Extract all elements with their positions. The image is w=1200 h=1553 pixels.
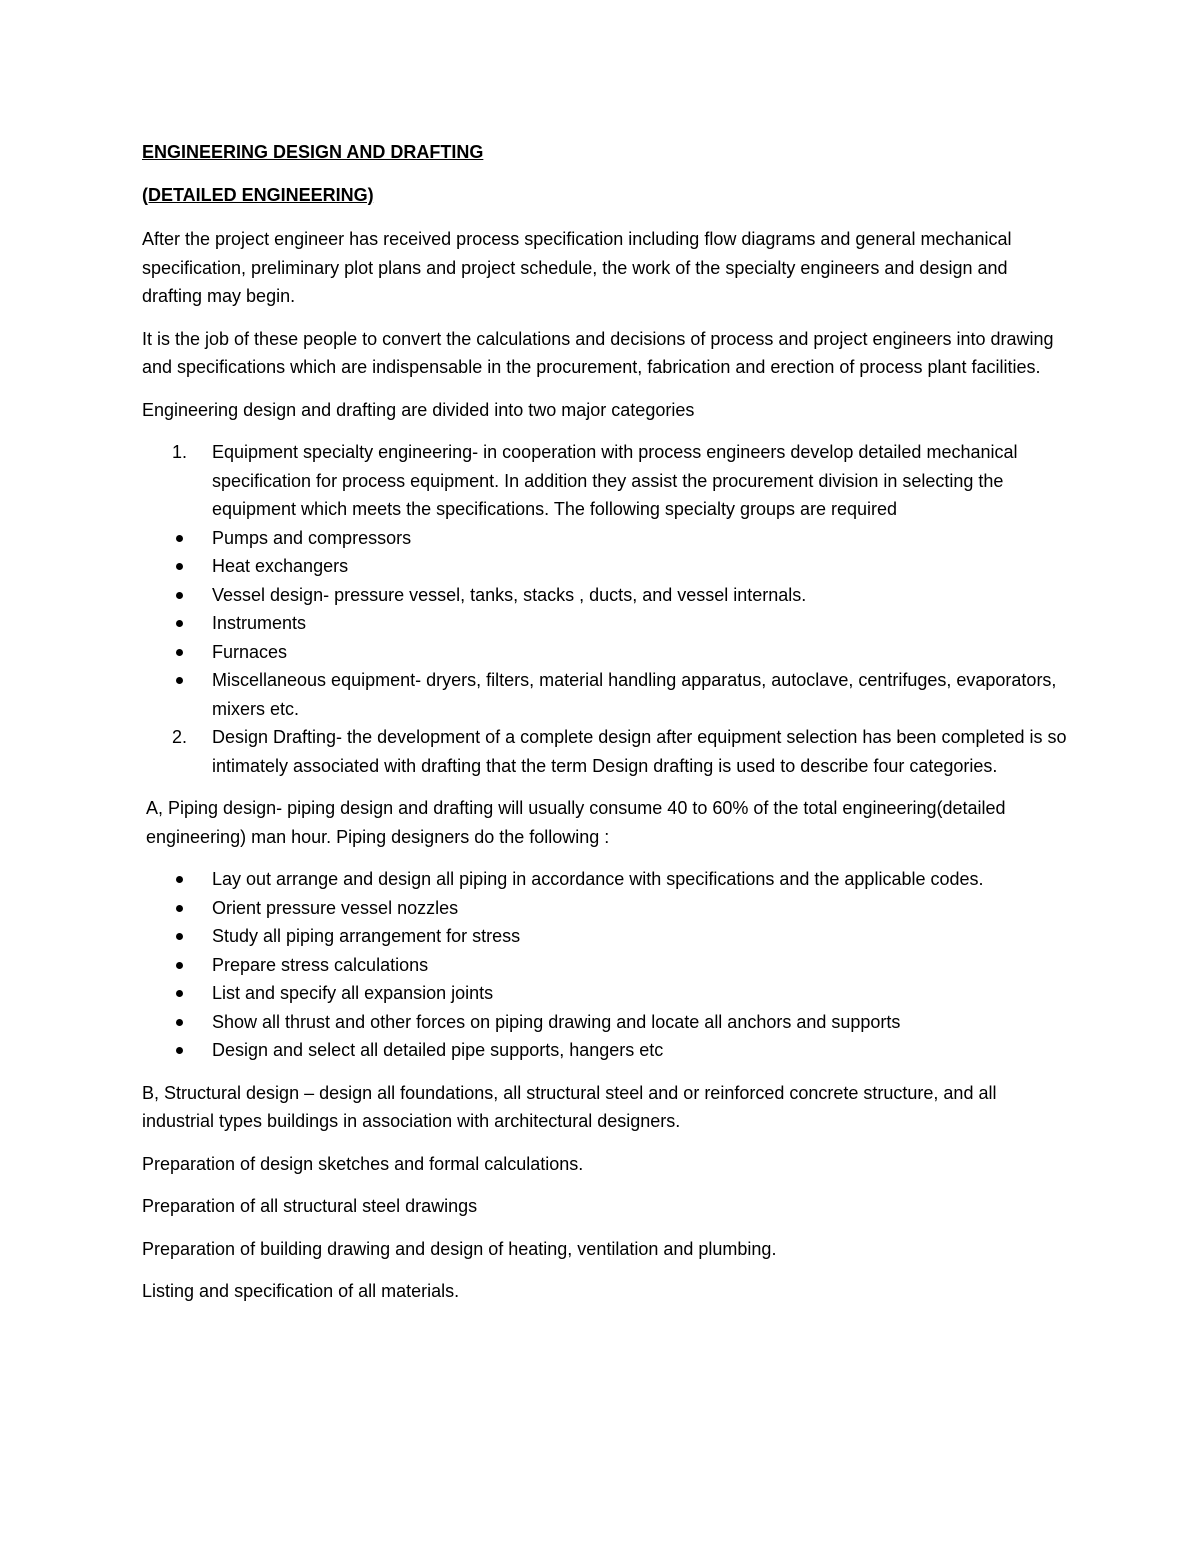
list-item (142, 894, 1067, 923)
list-item-text: Show all thrust and other forces on piping drawing and locate all anchors and supports (212, 1011, 901, 1032)
list-item-text: Miscellaneous equipment- dryers, filters, material handling apparatus, autoclave, centrifuges, evaporators, mixers etc. (212, 670, 1057, 719)
list-item-text: Orient pressure vessel nozzles (212, 897, 459, 918)
bullet-icon (176, 592, 183, 599)
list-number: 2. (172, 727, 188, 747)
bullet-icon (176, 563, 183, 570)
list-item-text: Furnaces (212, 641, 288, 662)
job-paragraph: It is the job of these people to convert the calculations and decisions of process and project engineers into drawing and specifications which are indispensable in the procurement, fabrication and erection of process plant facilities. (142, 328, 1054, 377)
list-item-text: Design and select all detailed pipe supports, hangers etc (212, 1040, 664, 1060)
structural-paragraph: B, Structural design – design all foundations, all structural steel and or reinforced concrete structure, and all industrial types buildings in association with architectural designers. (142, 1082, 997, 1131)
list-item-text: Heat exchangers (212, 556, 349, 576)
list-item-text: Design Drafting- the development of a complete design after equipment selection has been completed is so intimately associated with drafting that the term Design drafting is used to describe four categories. (212, 727, 1067, 776)
list-item (142, 666, 1067, 723)
list-item (142, 638, 1067, 667)
list-item (142, 552, 1067, 581)
structural-line: Preparation of design sketches and formal calculations. (142, 1153, 584, 1174)
structural-line: Preparation of all structural steel drawings (142, 1196, 478, 1216)
bullet-icon (176, 962, 183, 969)
bullet-icon (176, 933, 183, 940)
categories-paragraph: Engineering design and drafting are divided into two major categories (142, 399, 695, 420)
list-item-text: List and specify all expansion joints (212, 983, 494, 1003)
bullet-icon (176, 1047, 183, 1054)
list-item-text: Pumps and compressors (212, 527, 412, 548)
list-item-text: Equipment specialty engineering- in cooperation with process engineers develop detailed mechanical specification for process equipment. In addition they assist the procurement division in selecting the equipment which meets the specifications. The following specialty groups are required (212, 442, 1018, 519)
document-page (142, 138, 1067, 1320)
list-item (142, 922, 1067, 951)
piping-list (142, 865, 1067, 1065)
list-item (142, 865, 1067, 894)
list-item (142, 609, 1067, 638)
bullet-icon (176, 990, 183, 997)
categories-list (142, 438, 1067, 780)
bullet-icon (176, 535, 183, 542)
list-item (142, 723, 1067, 780)
list-item (142, 524, 1067, 553)
list-item-text: Study all piping arrangement for stress (212, 926, 521, 946)
document-subtitle: (DETAILED ENGINEERING) (142, 184, 374, 205)
bullet-icon (176, 677, 183, 684)
list-item (142, 1036, 1067, 1065)
structural-line: Preparation of building drawing and design of heating, ventilation and plumbing. (142, 1238, 777, 1259)
list-item (142, 951, 1067, 980)
list-item-text: Lay out arrange and design all piping in accordance with specifications and the applicable codes. (212, 869, 984, 889)
list-item (142, 438, 1067, 524)
bullet-icon (176, 649, 183, 656)
bullet-icon (176, 1019, 183, 1026)
list-item (142, 979, 1067, 1008)
bullet-icon (176, 876, 183, 883)
list-item (142, 1008, 1067, 1037)
bullet-icon (176, 620, 183, 627)
list-item-text: Prepare stress calculations (212, 954, 429, 975)
document-title: ENGINEERING DESIGN AND DRAFTING (142, 142, 484, 162)
list-number: 1. (172, 442, 188, 462)
list-item-text: Instruments (212, 613, 307, 633)
bullet-icon (176, 905, 183, 912)
list-item-text: Vessel design- pressure vessel, tanks, stacks , ducts, and vessel internals. (212, 584, 807, 605)
intro-paragraph: After the project engineer has received process specification including flow diagrams and general mechanical specification, preliminary plot plans and project schedule, the work of the specialty engineers and design and drafting may begin. (142, 229, 1012, 306)
structural-line: Listing and specification of all materials. (142, 1281, 460, 1301)
list-item (142, 581, 1067, 610)
piping-paragraph: A, Piping design- piping design and drafting will usually consume 40 to 60% of the total engineering(detailed engineering) man hour. Piping designers do the following : (146, 798, 1006, 847)
